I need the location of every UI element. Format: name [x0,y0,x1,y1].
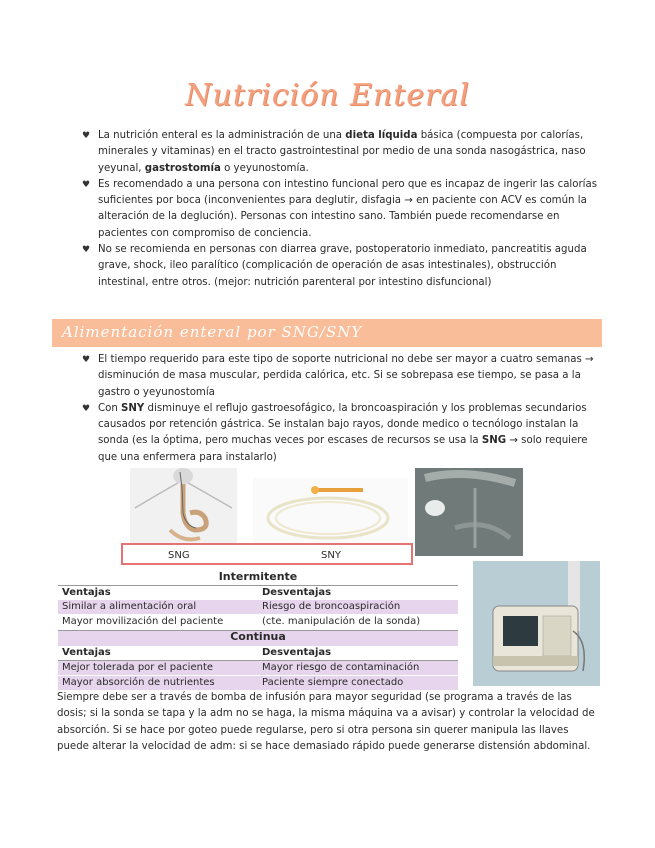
table-row: Similar a alimentación oral Riesgo de broncoaspiración [58,600,458,614]
table-intermitente-title: Intermitente [218,570,298,583]
closing-paragraph: Siempre debe ser a través de bomba de infusión para mayor seguridad (se programa a través de las dosis; si la sonda se tapa y la adm no se haga, la misma máquina va a avisar) y controlar la velocidad de absorción. Si se hace por goteo puede regularse, pero si otra persona sin querer manipula las llaves puede alterar la velocidad de adm: si se hace demasiado rápido puede generarse distensión abdominal. [57,692,595,752]
table-row: Mejor tolerada por el paciente Mayor riesgo de contaminación [58,661,458,675]
section-title: Alimentación enteral por SNG/SNY [62,323,363,341]
intro-bullet-1: ♥ La nutrición enteral es la administración de una dieta líquida básica (compuesta por calorías, minerales y vitaminas) en el tracto gastrointestinal por medio de una sonda nasogástrica, naso yeyunal, gastrostomía o yeyunostomía. [80,128,600,177]
xray-image [415,468,523,556]
intro-bullet-2: ♥ Es recomendado a una persona con intestino funcional pero que es incapaz de ingerir las calorías suficientes por boca (inconvenientes para deglutir, disfagia → en paciente con ACV es común la alteración de la deglución). Personas con intestino sano. También puede recomendarse en pacientes con compromiso de conciencia. [80,177,600,242]
sny-tube-image [253,478,408,548]
table-continua-title: Continua [230,630,286,643]
continua-header-row: Ventajas Desventajas [58,646,458,661]
infusion-pump-image [473,561,600,686]
section-bullet-2: ♥ Con SNY disminuye el reflujo gastroesofágico, la broncoaspiración y los problemas secundarios causados por retención gástrica. Se instalan bajo rayos, donde medico o tecnólogo instalan la sonda (es la óptima, pero muchas veces por escases de recursos se usa la SNG → solo requiere que una enfermera para instalarlo) [80,401,600,466]
caption-sny: SNY [321,550,341,561]
intro-bullet-3: ♥ No se recomienda en personas con diarrea grave, postoperatorio inmediato, pancreatitis aguda grave, shock, ileo paralítico (complicación de operación de asas intestinales), obstrucción intestinal, entre otros. (mejor: nutrición parenteral por intestino disfuncional) [80,242,600,291]
intermitente-header-row: Ventajas Desventajas [58,585,458,601]
section-bullet-list [80,352,600,466]
caption-sng: SNG [168,550,190,561]
section-bullet-1: ♥ El tiempo requerido para este tipo de soporte nutricional no debe ser mayor a cuatro semanas → disminución de masa muscular, perdida calórica, etc. Si se sobrepasa ese tiempo, se pasa a la gastro o yeyunostomía [80,352,600,401]
image-caption-box [121,543,413,565]
sng-anatomy-image [130,468,237,546]
table-row: Mayor absorción de nutrientes Paciente siempre conectado [58,676,458,690]
table-row: Mayor movilización del paciente (cte. manipulación de la sonda) [62,616,421,627]
page-title: Nutrición Enteral [185,78,470,113]
section-header-band [52,319,602,347]
intro-bullet-list [80,128,600,291]
